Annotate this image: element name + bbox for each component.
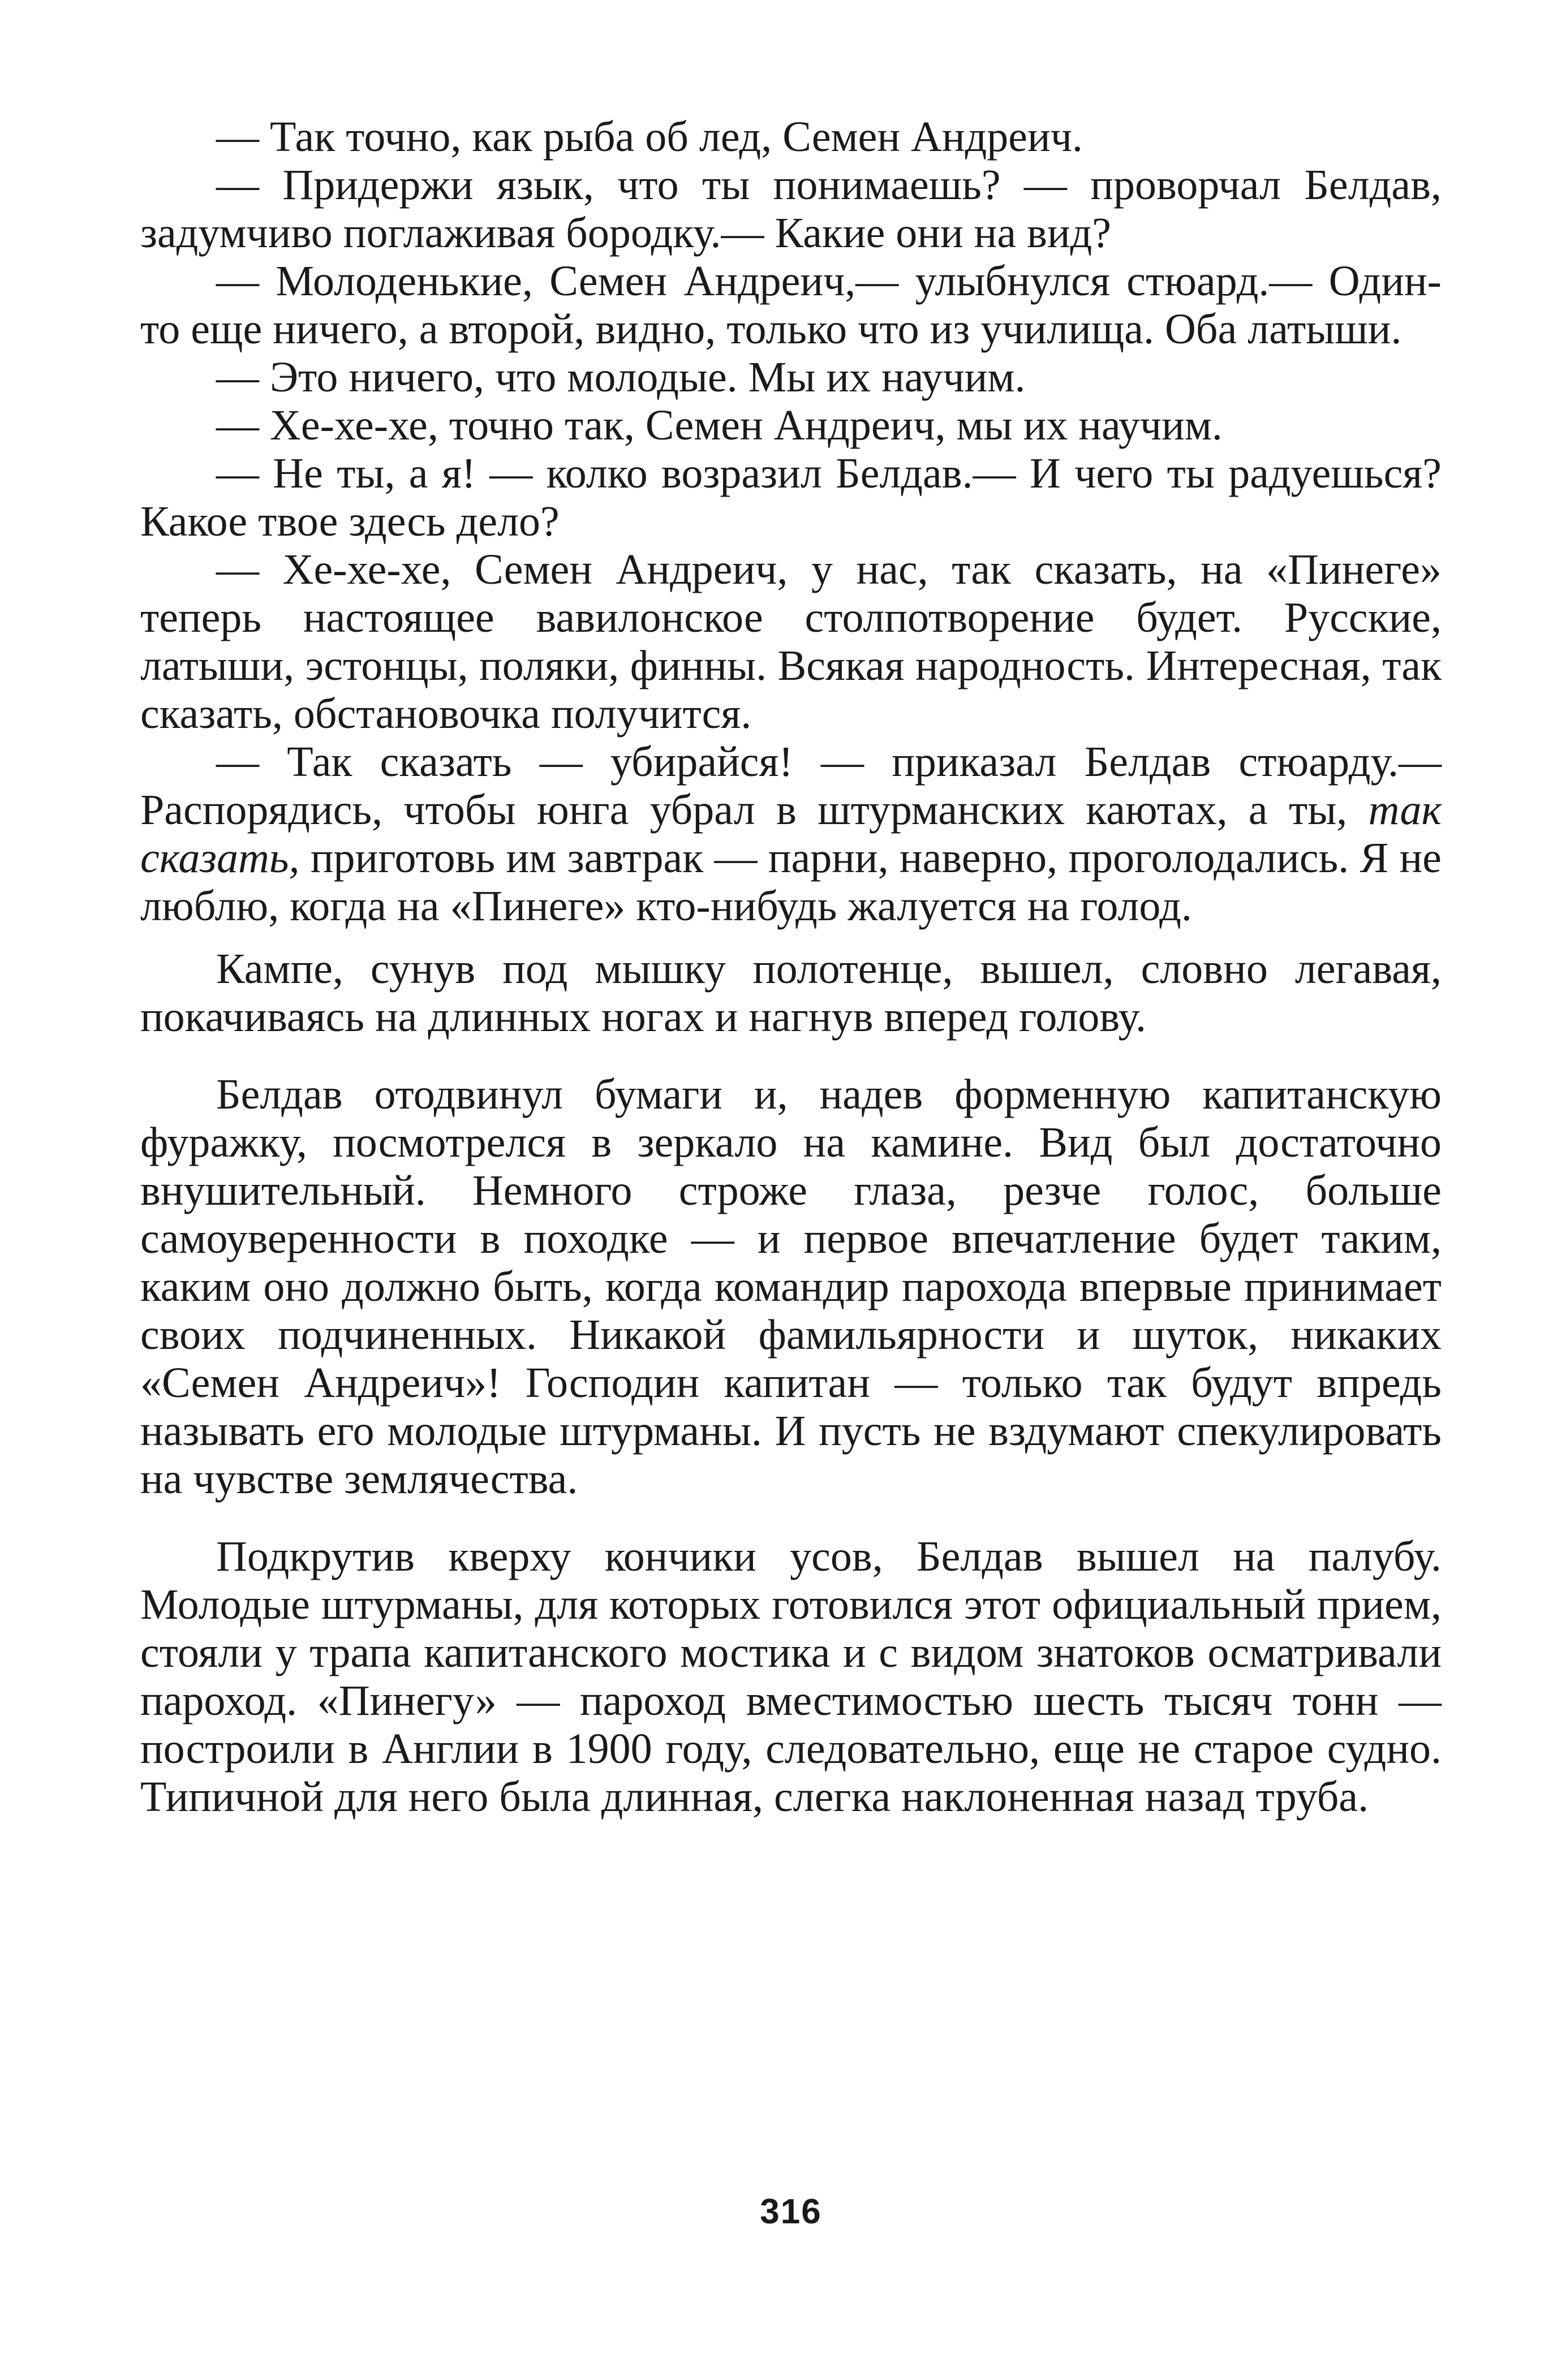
paragraph: — Хе-хе-хе, Семен Андреич, у нас, так сказать, на «Пинеге» теперь настоящее вавилонское столпотворение будет. Русские, латыши, эстонцы, поляки, финны. Всякая народность. Интересная, так сказать, обстановочка получится. — [140, 546, 1442, 738]
paragraph-text: приготовь им завтрак — парни, наверно, проголодались. Я не люблю, когда на «Пинеге» кто-нибудь жалуется на голод. — [140, 834, 1442, 930]
italic-phrase: так сказать, — [140, 786, 1442, 882]
paragraph-text: — Так сказать — убирайся! — приказал Белдав стюарду.— Распорядись, чтобы юнга убрал в штурманских каютах, а ты, — [140, 738, 1442, 834]
paragraph: — Молоденькие, Семен Андреич,— улыбнулся стюард.— Один-то еще ничего, а второй, видно, только что из училища. Оба латыши. — [140, 257, 1442, 353]
paragraph: — Так точно, как рыба об лед, Семен Андреич. — [216, 113, 1083, 161]
paragraph: Белдав отодвинул бумаги и, надев форменную капитанскую фуражку, посмотрелся в зеркало на камине. Вид был достаточно внушительный. Немного строже глаза, резче голос, больше самоуверенности в походке — и первое впечатление будет таким, каким оно должно быть, когда командир парохода впервые принимает своих подчиненных. Никакой фамильярности и шуток, никаких «Семен Андреич»! Господин капитан — только так будут впредь называть его молодые штурманы. И пусть не вздумают спекулировать на чувстве землячества. — [140, 1071, 1442, 1503]
paragraph: — Это ничего, что молодые. Мы их научим. — [216, 353, 1026, 401]
paragraph: — Не ты, а я! — колко возразил Белдав.— И чего ты радуешься? Какое твое здесь дело? — [140, 450, 1442, 545]
paragraph: Кампе, сунув под мышку полотенце, вышел, словно легавая, покачиваясь на длинных ногах и нагнув вперед голову. — [140, 945, 1442, 1041]
page-number: 316 — [760, 2192, 822, 2231]
paragraph — [140, 738, 1442, 930]
paragraph: Подкрутив кверху кончики усов, Белдав вышел на палубу. Молодые штурманы, для которых готовился этот официальный прием, стояли у трапа капитанского мостика и с видом знатоков осматривали пароход. «Пинегу» — пароход вместимостью шесть тысяч тонн — построили в Англии в 1900 году, следовательно, еще не старое судно. Типичной для него была длинная, слегка наклоненная назад труба. — [140, 1533, 1442, 1821]
paragraph: — Хе-хе-хе, точно так, Семен Андреич, мы их научим. — [216, 402, 1223, 449]
paragraph: — Придержи язык, что ты понимаешь? — проворчал Белдав, задумчиво поглаживая бородку.— Какие они на вид? — [140, 161, 1442, 257]
body-text — [140, 113, 1442, 1821]
book-page — [140, 113, 1442, 2231]
